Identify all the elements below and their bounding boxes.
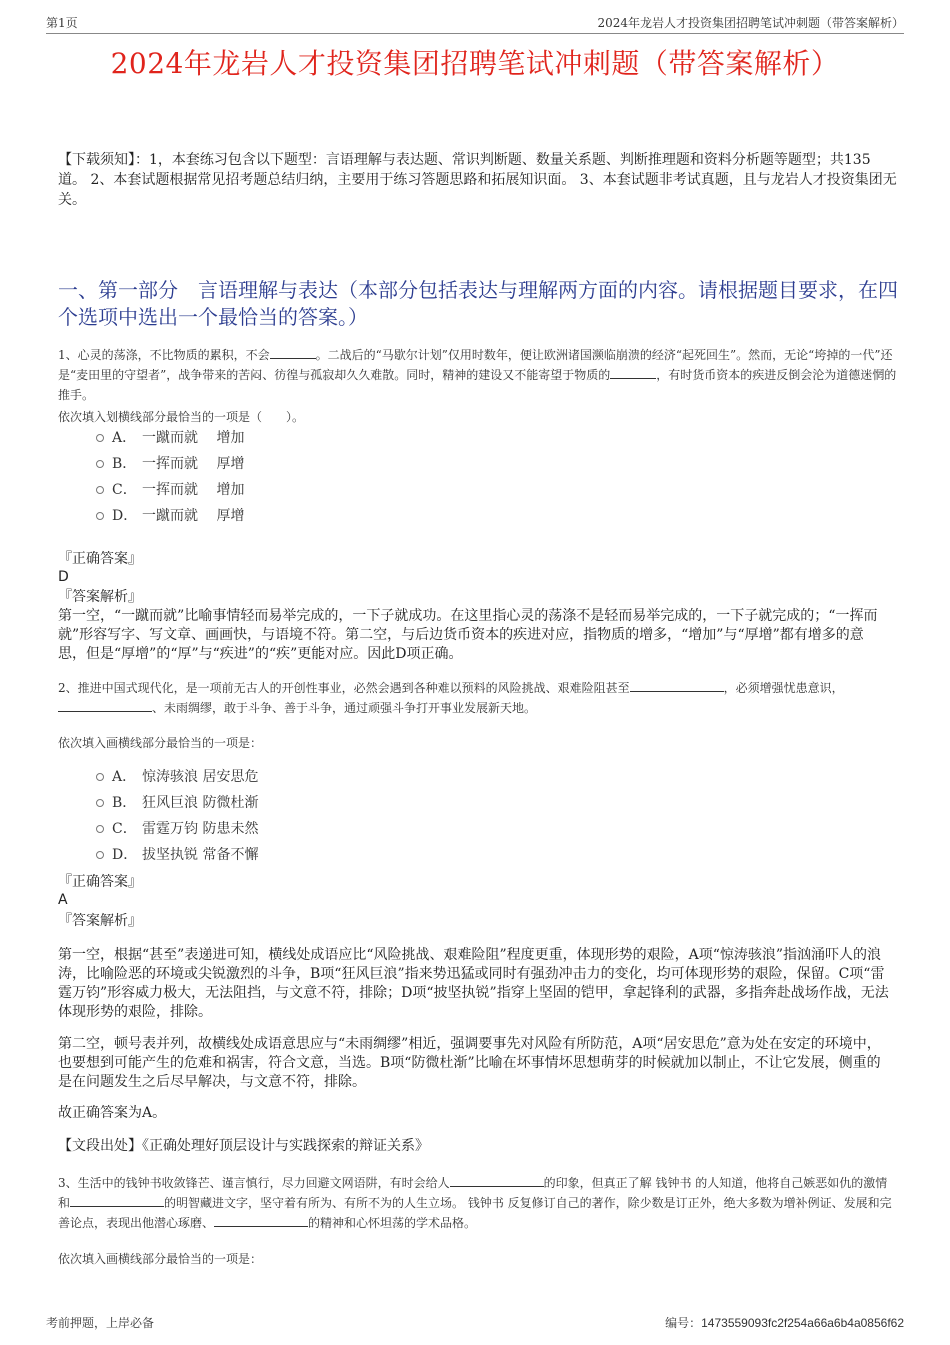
radio-icon[interactable] xyxy=(96,460,104,468)
blank xyxy=(214,1226,308,1227)
source-text: 【文段出处】《正确处理好顶层设计与实践探索的辩证关系》 xyxy=(58,1138,429,1154)
analysis-label: 『答案解析』 xyxy=(58,589,142,605)
footer-slogan: 考前押题，上岸必备 xyxy=(46,1316,155,1330)
analysis-text-1: 第一空，根据“甚至”表递进可知，横线处成语应比“风险挑战、艰难险阻”程度更重，体现形势的艰险，A项“惊涛骇浪”指汹涌吓人的浪涛，比喻险恶的环境或尖锐激烈的斗争，B项“狂风巨浪”指来势迅猛或同时有强劲冲击力的变化，均可体现形势的艰险，保留。C项“雷霆万钧”形容威力极大，无法阻挡，与文意不符，排除；D项“披坚执锐”指穿上坚固的铠甲，拿起锋利的武器，多指奔赴战场作战，无法体现形势的艰险，排除。 xyxy=(58,947,889,1020)
footer-code: 编号：1473559093fc2f254a66a6b4a0856f62 xyxy=(665,1316,904,1330)
option-b[interactable]: B． 一挥而就 厚增 xyxy=(96,451,244,477)
option-b[interactable]: B． 狂风巨浪 防微杜渐 xyxy=(96,790,258,816)
analysis-text-2: 第二空，顿号表并列，故横线处成语意思应与“未雨绸缪”相近，强调要事先对风险有所防范，A项“居安思危”意为处在安定的环境中，也要想到可能产生的危难和祸害，符合文意，当选。B项“防微杜渐”比喻在坏事情坏思想萌芽的时候就加以制止，不让它发展，侧重的是在问题发生之后尽早解决，与文意不符，排除。 xyxy=(58,1036,881,1090)
blank xyxy=(450,1186,544,1187)
answer-label: 『正确答案』 xyxy=(58,551,142,567)
question-2-text: 2、推进中国式现代化，是一项前无古人的开创性事业，必然会遇到各种难以预料的风险挑战、艰难险阻甚至 ，必须增强忧患意识，、未雨绸缪，敢于斗争、善于斗争，通过顽强斗争打开事业发展新天地。 xyxy=(58,681,844,715)
radio-icon[interactable] xyxy=(96,825,104,833)
page-number: 第1页 xyxy=(46,16,78,30)
answer-label: 『正确答案』 xyxy=(58,874,142,890)
analysis-text: 第一空，“一蹴而就”比喻事情轻而易举完成的，一下子就成功。在这里指心灵的荡涤不是轻而易举完成的，一下子就完成的；“一挥而就”形容写字、写文章、画画快，与语境不符。第二空，与后边货币资本的疾进对应，指物质的增多，“增加”与“厚增”都有增多的意思，但是“厚增”的“厚”与“疾进”的“疾”更能对应。因此D项正确。 xyxy=(58,608,878,662)
page-footer xyxy=(46,1314,904,1331)
blank xyxy=(610,378,656,379)
correct-answer: A xyxy=(58,892,68,908)
page-title: 2024年龙岩人才投资集团招聘笔试冲刺题（带答案解析） xyxy=(110,47,840,80)
conclusion-text: 故正确答案为A。 xyxy=(58,1105,167,1121)
download-notice: 【下载须知】：1，本套练习包含以下题型：言语理解与表达题、常识判断题、数量关系题、判断推理题和资料分析题等题型；共135道。 2、本套试题根据常见招考题总结归纳，主要用于练习答题思路和拓展知识面。 3、本套试题非考试真题，且与龙岩人才投资集团无关。 xyxy=(58,152,897,208)
analysis-label: 『答案解析』 xyxy=(58,913,142,929)
radio-icon[interactable] xyxy=(96,486,104,494)
header-divider xyxy=(46,33,904,34)
question-2-options xyxy=(96,764,258,868)
blank xyxy=(58,711,152,712)
option-a[interactable]: A． 一蹴而就 增加 xyxy=(96,425,244,451)
radio-icon[interactable] xyxy=(96,773,104,781)
blank xyxy=(270,358,316,359)
radio-icon[interactable] xyxy=(96,851,104,859)
radio-icon[interactable] xyxy=(96,512,104,520)
question-2-prompt: 依次填入画横线部分最恰当的一项是： xyxy=(58,736,263,750)
question-1-text: 1、心灵的荡涤，不比物质的累积，不会 。二战后的“马歇尔计划”仅用时数年，便让欧洲诸国濒临崩溃的经济“起死回生”。然而，无论“垮掉的一代”还是“麦田里的守望者”，战争带来的苦闷、彷徨与孤寂却久久难散。同时，精神的建设又不能寄望于物质的 ，有时货币资本的疾进反倒会沦为道德迷惘的推手。 xyxy=(58,348,897,402)
radio-icon[interactable] xyxy=(96,434,104,442)
option-c[interactable]: C． 雷霆万钧 防患未然 xyxy=(96,816,258,842)
option-c[interactable]: C． 一挥而就 增加 xyxy=(96,477,244,503)
blank xyxy=(70,1206,164,1207)
blank xyxy=(630,691,724,692)
header-doc-title: 2024年龙岩人才投资集团招聘笔试冲刺题（带答案解析） xyxy=(597,16,904,30)
page-header xyxy=(46,14,904,34)
question-3-prompt: 依次填入画横线部分最恰当的一项是： xyxy=(58,1252,263,1266)
radio-icon[interactable] xyxy=(96,799,104,807)
section-heading: 一、第一部分 言语理解与表达（本部分包括表达与理解两方面的内容。请根据题目要求，在四个选项中选出一个最恰当的答案。） xyxy=(58,278,898,329)
option-d[interactable]: D． 一蹴而就 厚增 xyxy=(96,503,244,529)
question-1-options xyxy=(96,425,244,529)
correct-answer: D xyxy=(58,569,69,585)
option-d[interactable]: D． 拔坚执锐 常备不懈 xyxy=(96,842,258,868)
question-3-text: 3、生活中的钱钟书收敛锋芒、谨言慎行，尽力回避文网语阱，有时会给人 的印象，但真正了解 钱钟书 的人知道，他将自己嫉恶如仇的激情和 的明智藏进文字，坚守着有所为、有所不为的人生立场。 钱钟书 反复修订自己的著作，除少数是订正外，绝大多数为增补例证、发展和完善论点，表现出他潜心琢磨、 的精神和心怀坦荡的学术品格。 xyxy=(58,1176,892,1230)
option-a[interactable]: A． 惊涛骇浪 居安思危 xyxy=(96,764,258,790)
question-1-prompt: 依次填入划横线部分最恰当的一项是（ ）。 xyxy=(58,410,305,424)
